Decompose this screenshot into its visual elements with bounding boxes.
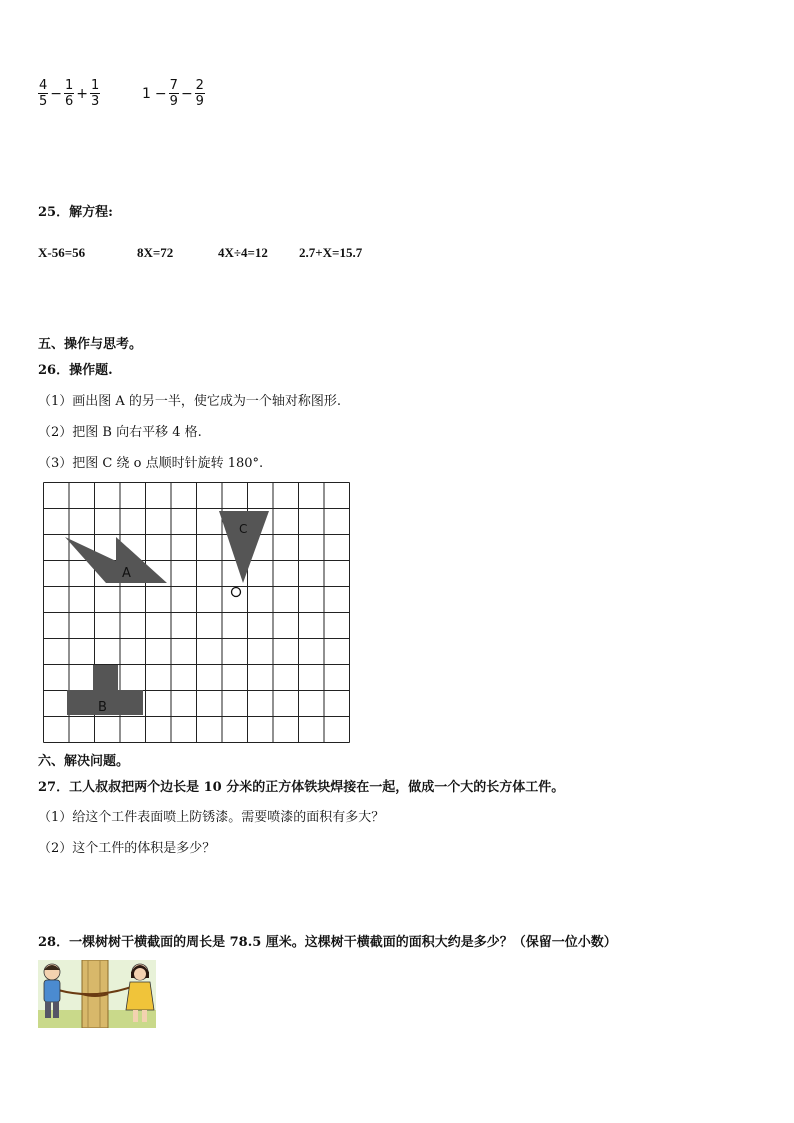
rotation-point-o xyxy=(232,588,241,597)
q27-item-1: （1）给这个工件表面喷上防锈漆。需要喷漆的面积有多大？ xyxy=(38,810,385,825)
q26-item-2: （2）把图 B 向右平移 4 格. xyxy=(38,425,202,440)
q27-item-2: （2）这个工件的体积是多少？ xyxy=(38,841,216,856)
fraction-exercise-1-operator: − xyxy=(50,85,63,102)
fraction-exercise-2-fraction xyxy=(195,78,205,109)
equation-1: X-56=56 xyxy=(38,245,86,260)
fraction-exercise-2-whole-number: 1 xyxy=(142,85,151,102)
fraction-exercise-2 xyxy=(140,78,205,109)
fraction-exercise-1-numerator: 1 xyxy=(91,78,100,93)
equation-4: 2.7+X=15.7 xyxy=(299,245,363,260)
fraction-exercise-2-numerator: 7 xyxy=(169,78,178,93)
fraction-exercise-1-fraction xyxy=(64,78,74,109)
q26-item-1: （1）画出图 A 的另一半，使它成为一个轴对称图形. xyxy=(38,394,342,409)
fraction-exercise-2-denominator: 9 xyxy=(169,94,178,109)
tree-measuring-illustration xyxy=(38,960,156,1028)
equation-3: 4X÷4=12 xyxy=(218,245,268,260)
q25-title: 25．解方程: xyxy=(38,205,113,220)
shape-b-label: B xyxy=(98,700,107,715)
fraction-exercise-2-fraction xyxy=(169,78,179,109)
q28-title: 28．一棵树树干横截面的周长是 78.5 厘米。这棵树干横截面的面积大约是多少？（保留一位小数） xyxy=(38,935,617,950)
section6-title: 六、解决问题。 xyxy=(38,754,130,769)
q26-title: 26．操作题. xyxy=(38,363,113,378)
fraction-exercise-2-operator: − xyxy=(154,85,167,102)
shape-a-label: A xyxy=(122,566,131,581)
section5-title: 五、操作与思考。 xyxy=(38,337,143,352)
fraction-exercise-1-denominator: 6 xyxy=(65,94,74,109)
fraction-exercise-1-fraction xyxy=(90,78,100,109)
fraction-exercise-1-operator: + xyxy=(76,85,89,102)
q26-item-3: （3）把图 C 绕 o 点顺时针旋转 180°. xyxy=(38,456,264,471)
shape-c-label: C xyxy=(239,522,248,536)
fraction-exercise-2-numerator: 2 xyxy=(195,78,204,93)
fraction-exercise-1-denominator: 5 xyxy=(39,94,48,109)
fraction-exercise-2-denominator: 9 xyxy=(195,94,204,109)
fraction-exercise-1-denominator: 3 xyxy=(91,94,100,109)
fraction-exercise-1-numerator: 1 xyxy=(65,78,74,93)
equation-2: 8X=72 xyxy=(137,245,174,260)
fraction-exercise-2-operator: − xyxy=(180,85,193,102)
q27-title: 27．工人叔叔把两个边长是 10 分米的正方体铁块焊接在一起，做成一个大的长方体工件。 xyxy=(38,780,565,795)
fraction-exercise-1-numerator: 4 xyxy=(39,78,48,93)
fraction-exercise-1 xyxy=(38,78,100,109)
fraction-exercise-1-fraction xyxy=(38,78,48,109)
grid-figure xyxy=(42,481,352,745)
